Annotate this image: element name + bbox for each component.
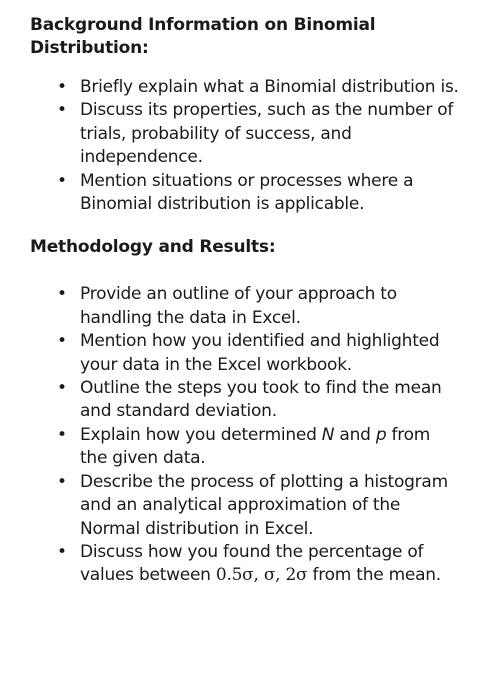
list-item [57, 541, 460, 588]
document-body [30, 14, 460, 588]
variable-n: N [321, 424, 335, 445]
bullet-icon: • [57, 378, 67, 399]
list-item [57, 330, 460, 377]
list-item-text: Mention how you identified and highlighted your data in the Excel workbook. [80, 331, 440, 375]
list-item-text: Briefly explain what a Binomial distribution is. [80, 77, 459, 97]
list-item-text-post: from the given data. [80, 424, 431, 469]
list-item [57, 99, 460, 169]
list-item [57, 471, 460, 541]
list-item [57, 424, 460, 471]
math-expression: 0.5σ, σ, 2σ [215, 565, 308, 586]
list-item-text: Provide an outline of your approach to handling the data in Excel. [80, 284, 397, 328]
list-item-text: Discuss its properties, such as the number of trials, probability of success, and independence. [80, 100, 454, 168]
list-item [57, 283, 460, 330]
list-item-text: Describe the process of plotting a histogram and an analytical approximation of the Normal distribution in Excel. [80, 471, 448, 539]
list-item-text-post: from the mean. [307, 565, 441, 586]
section-heading-background: Background Information on Binomial Distribution: [30, 15, 376, 58]
background-list [30, 76, 460, 216]
bullet-icon: • [57, 541, 67, 562]
bullet-icon: • [57, 424, 67, 445]
list-item-text-pre: Explain how you determined [80, 424, 322, 445]
methodology-list [30, 283, 460, 587]
list-item [57, 76, 460, 99]
list-item [57, 170, 460, 217]
list-item [57, 377, 460, 424]
section-heading-methodology: Methodology and Results: [30, 237, 276, 258]
variable-p: p [375, 424, 387, 445]
list-item-text: Mention situations or processes where a Binomial distribution is applicable. [80, 170, 414, 215]
bullet-icon: • [57, 77, 67, 97]
list-item-text-mid: and [334, 424, 376, 445]
bullet-icon: • [57, 331, 67, 352]
list-item-text: Outline the steps you took to find the mean and standard deviation. [80, 378, 442, 422]
bullet-icon: • [57, 100, 67, 121]
bullet-icon: • [57, 471, 67, 492]
bullet-icon: • [57, 284, 67, 305]
bullet-icon: • [57, 170, 67, 191]
list-item-text-pre: Discuss how you found the percentage of values between [80, 541, 424, 586]
